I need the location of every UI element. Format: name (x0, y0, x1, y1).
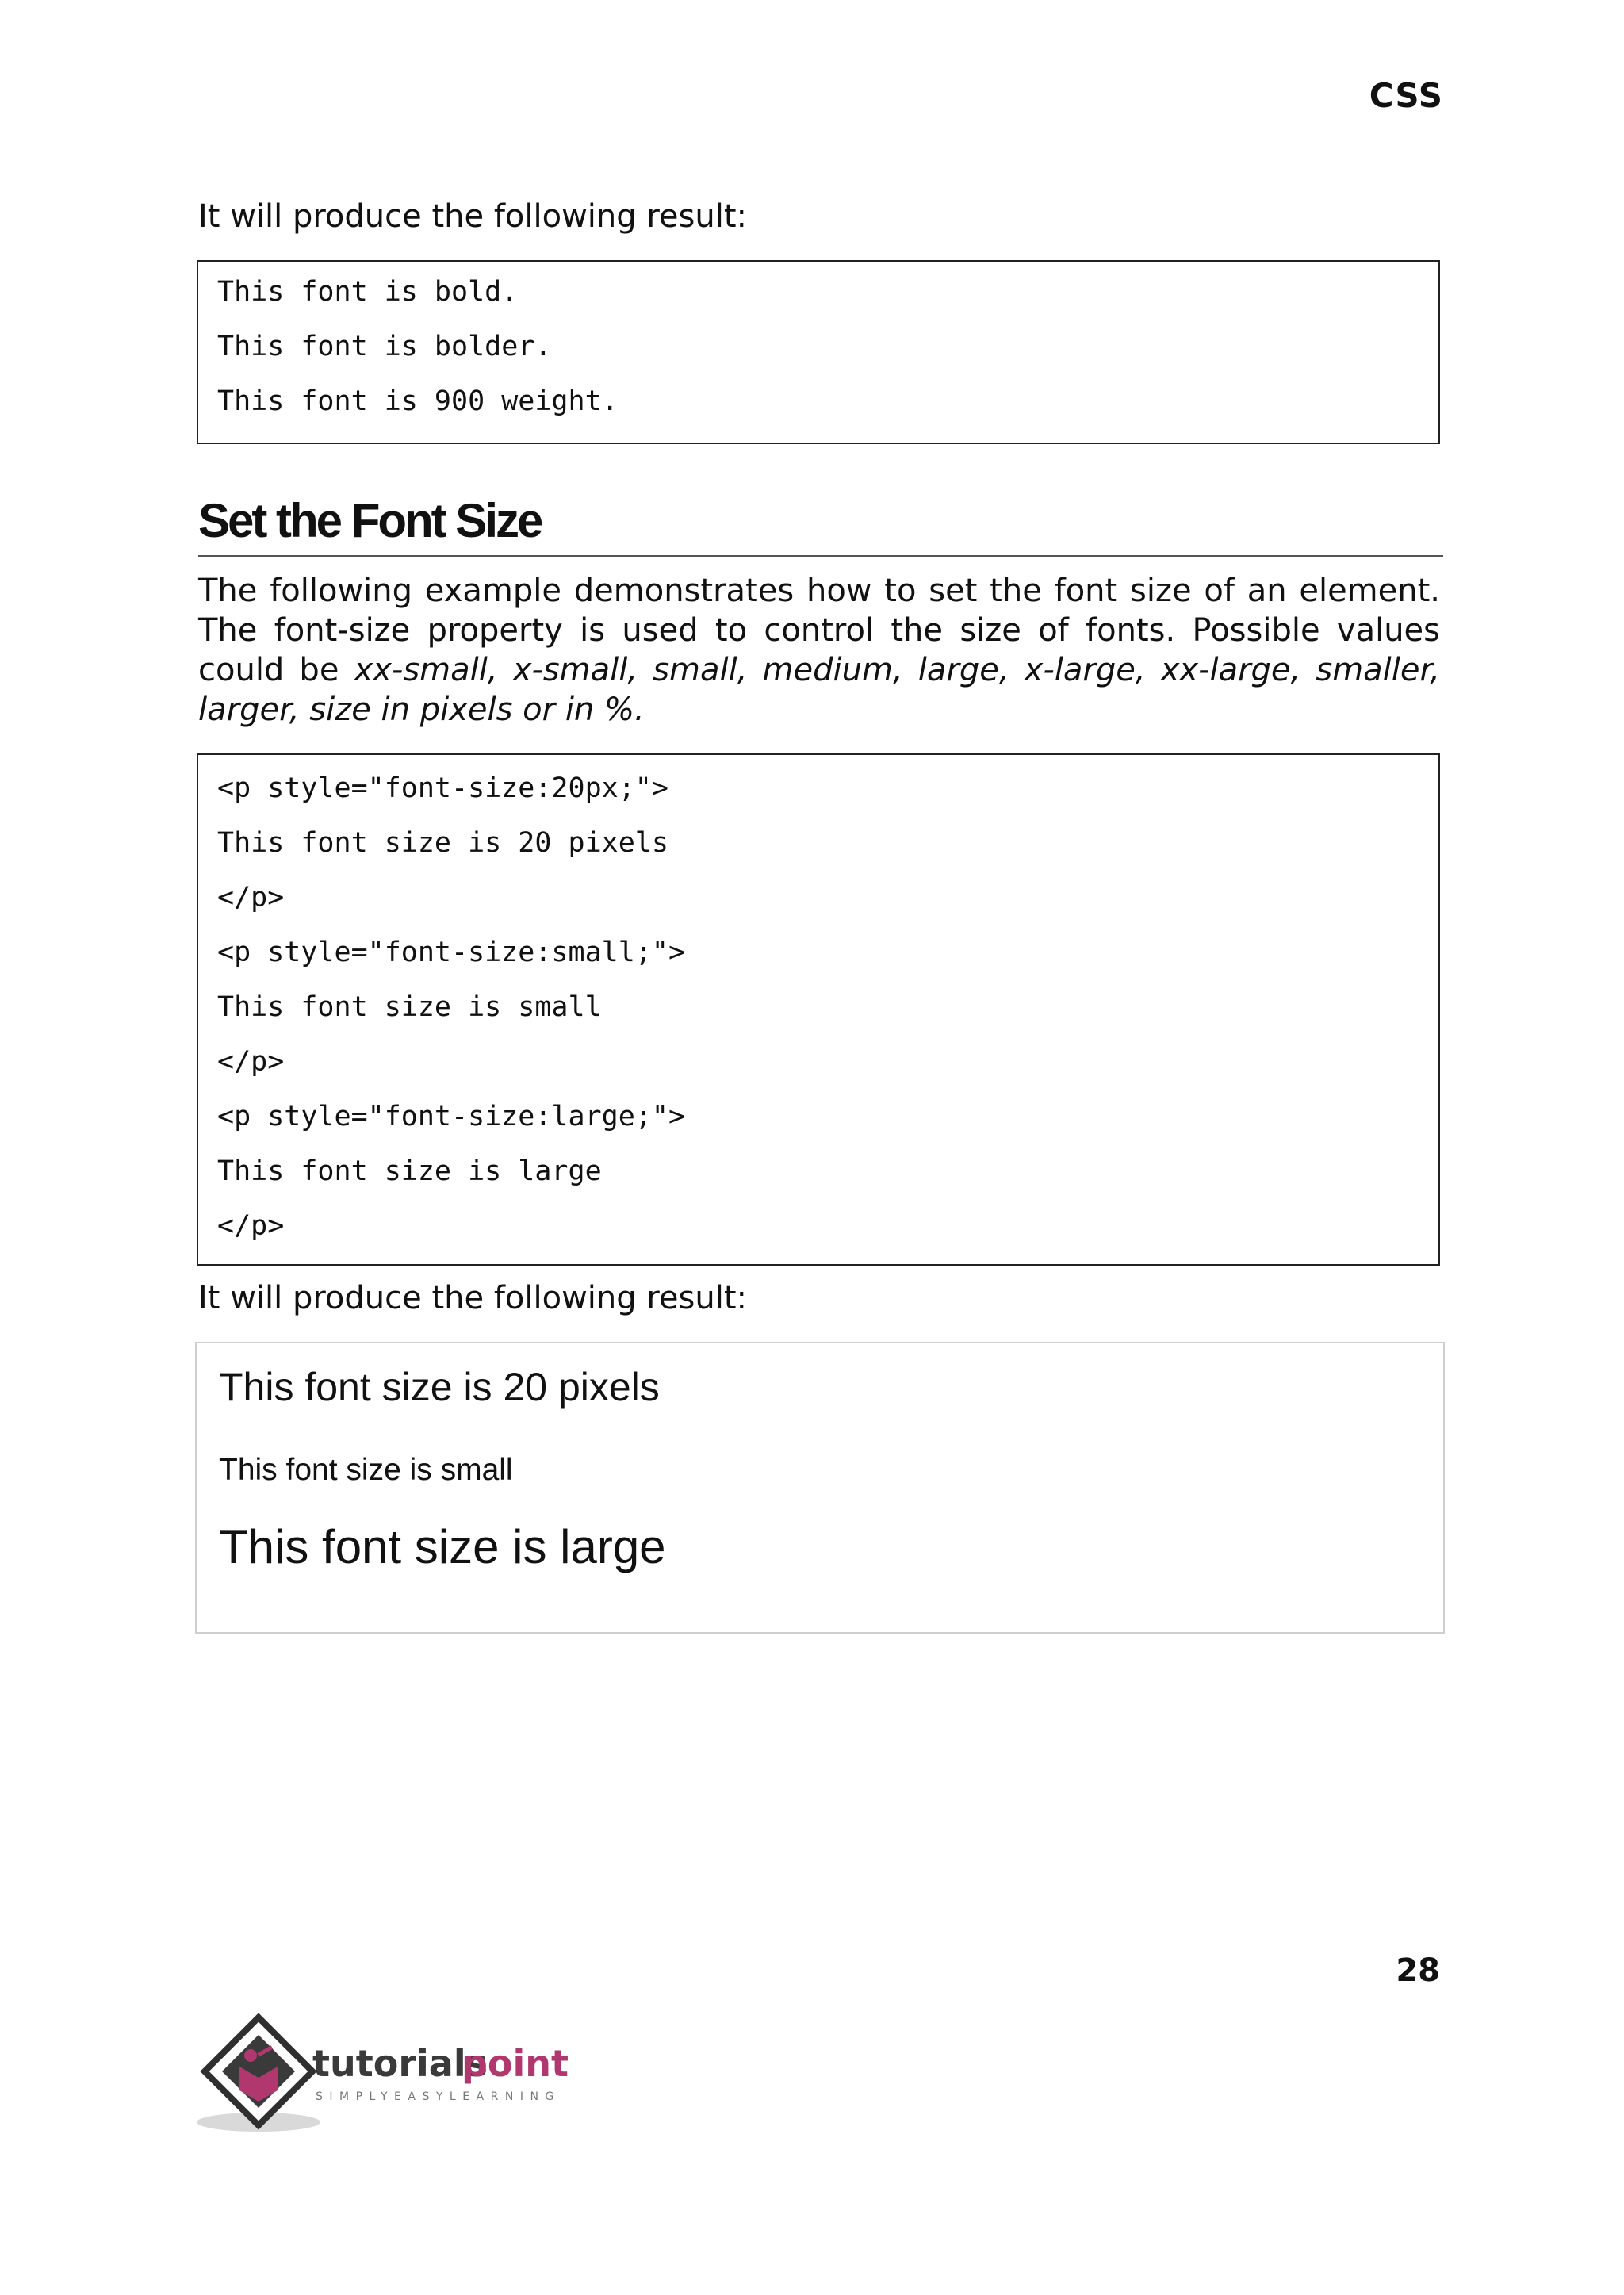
code-output-box (197, 260, 1440, 444)
code-line: </p> (217, 1210, 285, 1242)
code-line: This font is 900 weight. (217, 385, 619, 417)
code-line: This font size is 20 pixels (217, 827, 668, 859)
result-20px: This font size is 20 pixels (219, 1365, 660, 1409)
result-large: This font size is large (219, 1520, 666, 1573)
code-line: </p> (217, 1046, 285, 1078)
code-line: <p style="font-size:large;"> (217, 1101, 686, 1132)
code-line: This font size is small (217, 991, 602, 1023)
logo-tagline: SIMPLYEASYLEARNING (316, 2090, 561, 2103)
code-line: This font size is large (217, 1155, 602, 1187)
paragraph-text: The following example demonstrates how to set the font size of an element. The font-size property is used to control the size of fonts. Possible values could be (198, 573, 1440, 688)
logo-wordmark-a: tutorials (312, 2042, 488, 2085)
rendered-result-box (195, 1342, 1445, 1634)
section-heading: Set the Font Size (198, 490, 1443, 557)
code-example-box (197, 753, 1440, 1266)
code-line: This font is bolder. (217, 331, 552, 362)
tutorialspoint-logo (195, 2011, 607, 2138)
result-small: This font size is small (219, 1453, 513, 1487)
result-intro: It will produce the following result: (198, 1280, 747, 1316)
logo-icon (195, 2011, 607, 2138)
code-line: <p style="font-size:20px;"> (217, 772, 668, 804)
result-intro: It will produce the following result: (198, 198, 747, 235)
paragraph-italic-values: xx-small, x-small, small, medium, large, x-large, xx-large, smaller, larger, size in pixels or in %. (198, 652, 1441, 728)
code-line: </p> (217, 882, 285, 914)
code-line: This font is bold. (217, 276, 519, 308)
running-header: CSS (1369, 76, 1443, 115)
section-paragraph (198, 571, 1440, 730)
page-number: 28 (1396, 1952, 1440, 1989)
code-line: <p style="font-size:small;"> (217, 937, 686, 968)
logo-wordmark-b: point (462, 2042, 569, 2085)
